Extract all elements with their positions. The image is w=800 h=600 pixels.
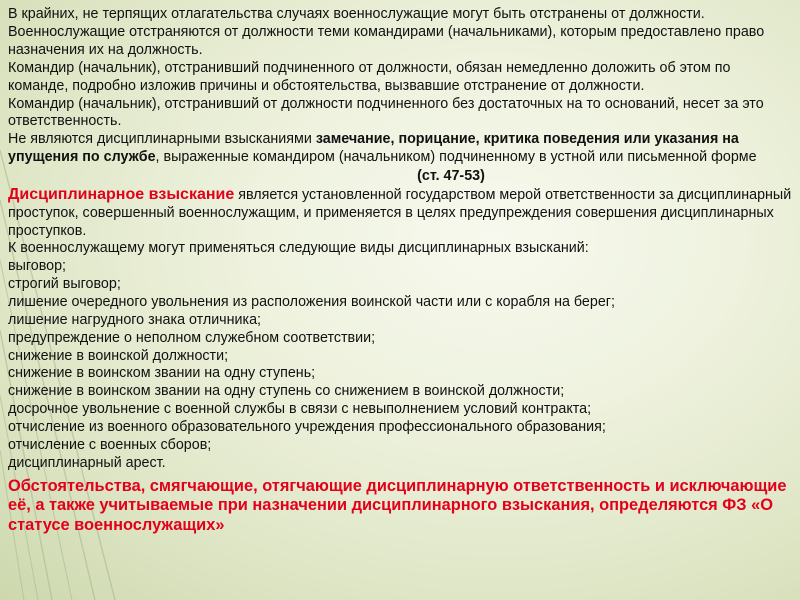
sentence-5-start: Не являются дисциплинарными взысканиями [8,131,316,148]
list-item: дисциплинарный арест. [8,454,166,471]
article-reference: (ст. 47-53) [417,168,485,185]
list-item: отчисление из военного образовательного учреждения профессионального образования; [8,419,606,436]
list-item: лишение очередного увольнения из расположения воинской части или с корабля на берег; [8,293,615,310]
list-item: снижение в воинском звании на одну ступень; [8,365,316,382]
list-item: строгий выговор; [8,275,121,292]
definition-paragraph [8,186,794,240]
list-item: лишение нагрудного знака отличника; [8,311,262,328]
sentence-1: В крайних, не терпящих отлагательства случаях военнослужащие могут быть отстранены от должности. [8,6,705,22]
list-item: досрочное увольнение с военной службы в связи с невыполнением условий контракта; [8,401,592,418]
not-penalties-bold: замечание, порицание, критика поведения или указания на упущения по службе [8,131,739,166]
definition-text: является установленной государством мерой ответственности за дисциплинарный проступок, совершенный военнослужащим, и применяется в целях предупреждения совершения дисциплинарных проступков. [8,187,792,239]
removal-from-post-paragraph [8,6,794,167]
definition-term: Дисциплинарное взыскание [8,186,235,204]
list-item: снижение в воинском звании на одну ступень со снижением в воинской должности; [8,383,565,400]
penalties-list [8,258,794,473]
sentence-5-end: , выраженные командиром (начальником) подчиненному в устной или письменной форме [155,149,757,166]
sentence-4: Командир (начальник), отстранивший от должности подчиненного без достаточных на то оснований, несет за это ответственность. [8,95,764,130]
closing-statement: Обстоятельства, смягчающие, отягчающие дисциплинарную ответственность и исключающие её, а также учитываемые при назначении дисциплинарного взыскания, определяются ФЗ «О статусе военнослужащих» [8,476,787,535]
slide-content [8,6,794,536]
list-item: выговор; [8,257,67,274]
list-item: отчисление с военных сборов; [8,437,212,454]
penalties-intro: К военнослужащему могут применяться следующие виды дисциплинарных взысканий: [8,240,589,257]
sentence-3: Командир (начальник), отстранивший подчиненного от должности, обязан немедленно доложить об этом по команде, подробно изложив причины и обстоятельства, вызвавшие отстранение от должности. [8,59,731,94]
sentence-2: Военнослужащие отстраняются от должности теми командирами (начальниками), которым предоставлено право назначения их на должность. [8,23,765,58]
list-item: снижение в воинской должности; [8,347,229,364]
list-item: предупреждение о неполном служебном соответствии; [8,329,376,346]
